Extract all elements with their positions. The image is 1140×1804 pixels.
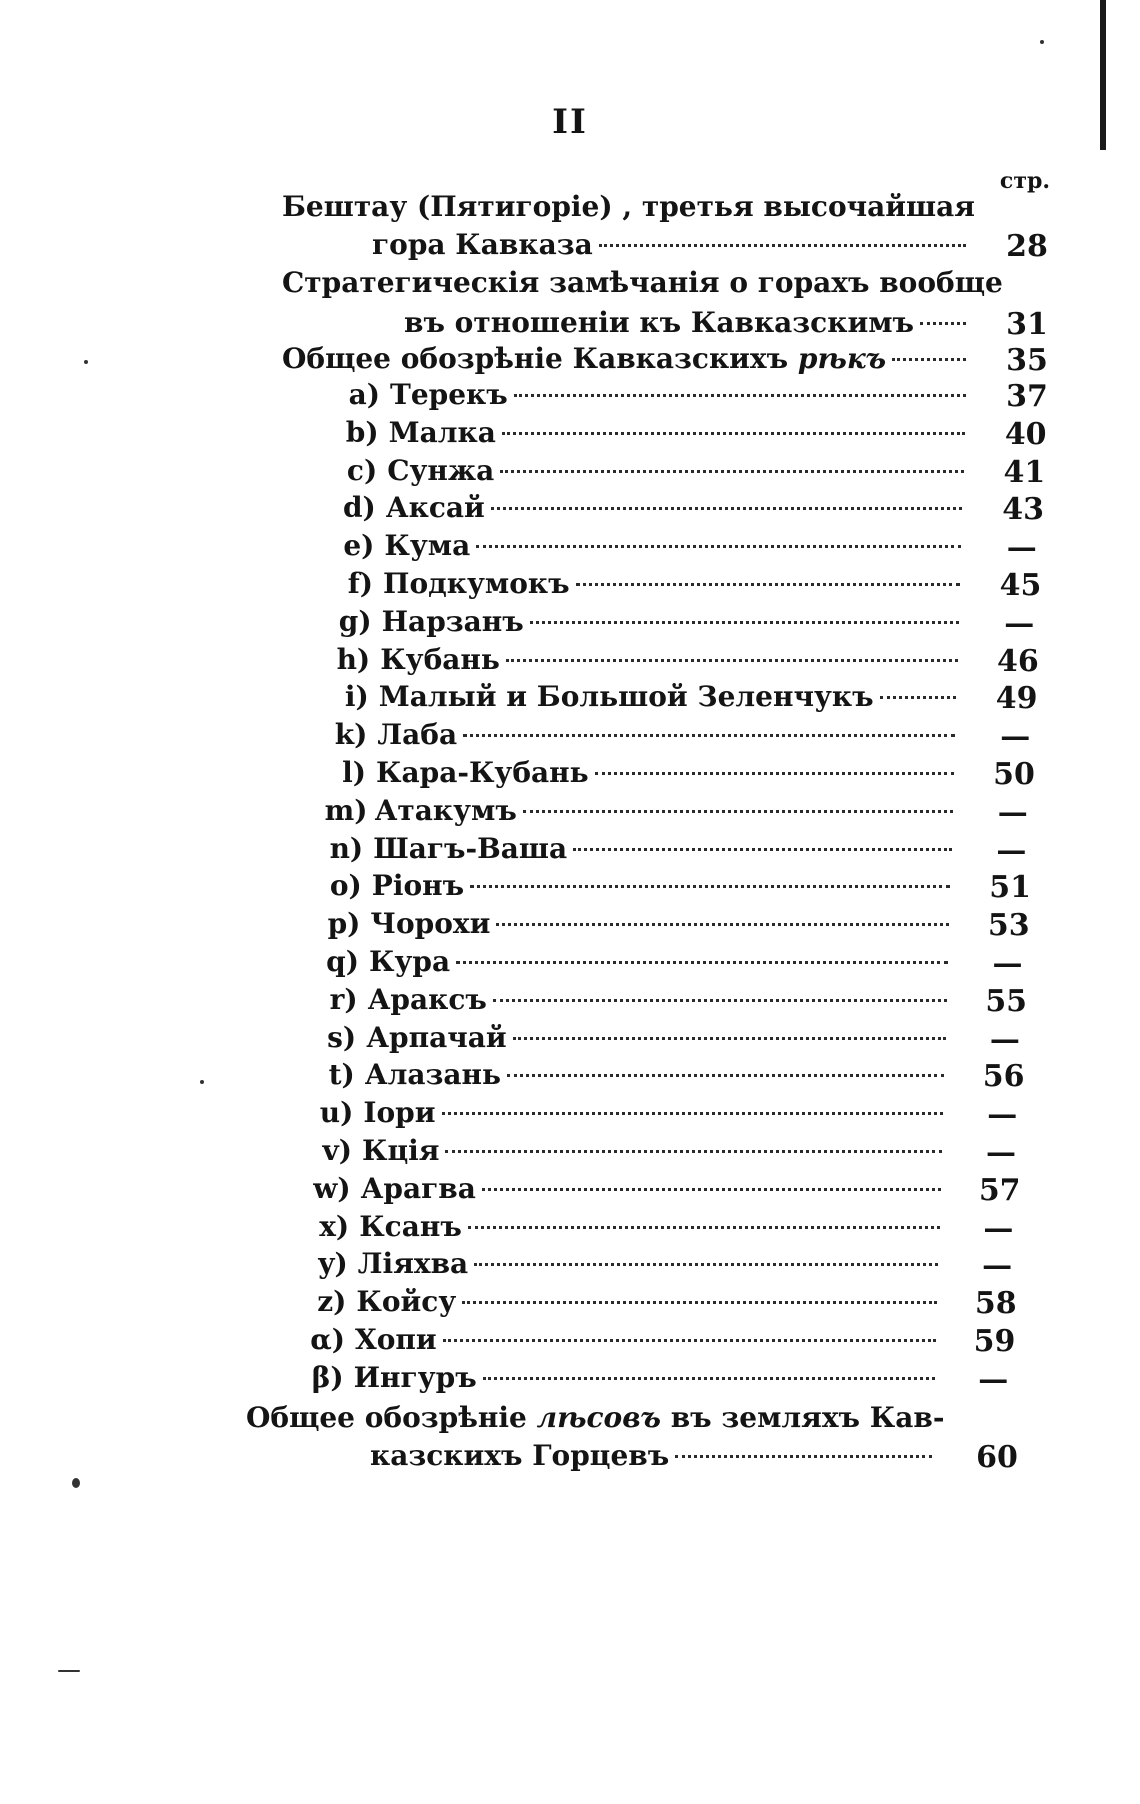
leader-dots — [468, 1226, 940, 1229]
river-name: Кура — [369, 945, 451, 978]
river-name: Кума — [384, 529, 471, 563]
river-name: Кара-Кубань — [376, 756, 589, 789]
page-column-label: стр. — [999, 168, 1050, 194]
river-letter: h) — [336, 642, 371, 676]
river-letter: w) — [313, 1171, 351, 1205]
river-letter: z) — [317, 1285, 347, 1319]
toc-page-number: 28 — [1006, 229, 1048, 264]
toc-page-number: 53 — [987, 908, 1030, 944]
river-name: Койсу — [356, 1285, 457, 1319]
toc-page-number: — — [992, 946, 1023, 981]
river-name: Араксъ — [367, 982, 487, 1016]
leader-dots — [514, 394, 966, 397]
leader-dots — [599, 244, 966, 247]
river-letter: r) — [329, 982, 358, 1016]
river-letter: b) — [345, 415, 379, 449]
toc-river-entry — [332, 603, 965, 641]
leader-dots — [463, 734, 955, 737]
river-letter: f) — [347, 567, 373, 600]
river-name: Атакумъ — [374, 793, 517, 827]
toc-page-number: 55 — [985, 983, 1028, 1019]
leader-dots — [675, 1455, 932, 1458]
river-name: Арагва — [360, 1171, 476, 1205]
leader-dots — [443, 1339, 936, 1342]
toc-page-number: — — [978, 1361, 1009, 1397]
toc-page-number: 35 — [1006, 343, 1048, 378]
leader-dots — [880, 696, 957, 699]
toc-river-entry — [309, 1208, 945, 1246]
river-letter: q) — [326, 945, 359, 978]
toc-page-number: — — [983, 1210, 1014, 1246]
toc-river-entry — [327, 716, 961, 754]
river-name: Сунжа — [387, 453, 495, 487]
toc-entry-title: гора Кавказа — [372, 228, 593, 261]
leader-dots — [502, 432, 965, 435]
toc-river-entry — [330, 641, 963, 679]
river-letter: m) — [324, 793, 368, 827]
river-letter: i) — [344, 680, 369, 714]
river-name: Кція — [362, 1134, 440, 1167]
toc-page-number: — — [989, 1021, 1020, 1057]
toc-page-number: 50 — [993, 757, 1035, 792]
toc-river-entry — [334, 527, 967, 565]
toc-page-number: 41 — [1003, 454, 1046, 490]
toc-river-entry — [322, 867, 957, 905]
river-letter: d) — [342, 491, 376, 525]
toc-entry-title-text: Общее обозрѣніе — [246, 1400, 537, 1434]
page-number: II — [552, 102, 588, 142]
toc-river-entry — [336, 489, 969, 527]
toc-entry-rivers-overview — [282, 340, 972, 378]
leader-dots — [483, 1377, 935, 1380]
toc-entry-title: казскихъ Горцевъ — [370, 1438, 670, 1472]
toc-river-entry — [304, 1359, 941, 1397]
river-name: Лаба — [377, 718, 458, 752]
leader-dots — [506, 659, 958, 662]
river-letter: u) — [319, 1096, 354, 1130]
toc-page-number: 58 — [974, 1286, 1017, 1322]
river-name: Ліяхва — [357, 1247, 469, 1281]
toc-river-entry — [305, 1321, 942, 1359]
leader-dots — [513, 1037, 946, 1040]
scan-speck — [58, 1670, 80, 1672]
leader-dots — [482, 1188, 941, 1191]
toc-river-entry — [325, 792, 959, 830]
leader-dots — [474, 1263, 938, 1266]
toc-river-entry — [329, 678, 963, 716]
river-letter: c) — [346, 453, 378, 487]
toc-page-number: 31 — [1006, 307, 1048, 342]
river-letter: o) — [329, 869, 362, 903]
river-letter: g) — [338, 604, 372, 638]
river-name: Нарзанъ — [381, 604, 524, 638]
toc-page-number: 57 — [978, 1172, 1021, 1208]
river-name: Аксай — [385, 491, 485, 525]
toc-river-entry — [319, 943, 954, 981]
river-letter: y) — [318, 1247, 348, 1281]
toc-river-entry — [340, 376, 972, 414]
toc-river-entry — [326, 754, 960, 792]
leader-dots — [456, 961, 948, 964]
river-name: Терекъ — [390, 378, 508, 411]
scan-speck — [1040, 40, 1044, 44]
toc-river-entry — [316, 1019, 951, 1057]
river-letter: n) — [329, 831, 364, 865]
toc-river-entry — [308, 1245, 945, 1283]
river-name: Іори — [363, 1096, 436, 1130]
leader-dots — [595, 772, 954, 775]
toc-entry-title-text: въ земляхъ Кав- — [660, 1400, 945, 1434]
toc-river-entry — [313, 1094, 949, 1132]
toc-river-entry — [323, 830, 957, 868]
leader-dots — [445, 1150, 942, 1153]
leader-dots — [507, 1074, 944, 1077]
leader-dots — [476, 545, 961, 548]
toc-page-number: 43 — [1002, 492, 1044, 528]
leader-dots — [462, 1301, 937, 1304]
toc-page-number: 45 — [999, 568, 1042, 603]
leader-dots — [573, 848, 951, 851]
leader-dots — [920, 322, 966, 325]
toc-page-number: — — [1000, 719, 1031, 755]
toc-entry-beshtau-line2 — [372, 226, 972, 264]
toc-page-number: — — [1004, 605, 1035, 641]
scan-speck — [72, 1478, 80, 1488]
river-name: Алазань — [364, 1058, 501, 1092]
toc-entry-title-emphasis: рѣкъ — [797, 342, 887, 375]
toc-entry-title-text: Общее обозрѣніе Кавказскихъ — [282, 342, 798, 375]
leader-dots — [442, 1112, 944, 1115]
river-name: Арпачай — [366, 1020, 507, 1054]
toc-page-number: — — [996, 832, 1027, 868]
scan-speck — [200, 1080, 204, 1084]
river-letter: v) — [322, 1134, 352, 1167]
river-letter: l) — [342, 756, 366, 789]
toc-entry-beshtau-line1: Бештау (Пятигоріе) , третья высочайшая — [282, 190, 975, 223]
river-letter: s) — [327, 1020, 357, 1054]
toc-river-entry — [306, 1283, 943, 1321]
river-name: Чорохи — [370, 907, 491, 941]
leader-dots — [892, 358, 966, 361]
river-letter: a) — [348, 378, 380, 411]
toc-page-number: 51 — [989, 870, 1031, 906]
toc-page-number: 59 — [973, 1324, 1016, 1359]
river-letter: e) — [343, 529, 375, 563]
river-letter: α) — [310, 1323, 345, 1356]
toc-river-entry — [320, 905, 955, 943]
toc-river-entry — [337, 452, 969, 490]
river-name: Подкумокъ — [383, 567, 570, 600]
river-name: Ріонъ — [371, 869, 465, 903]
river-letter: β) — [311, 1360, 344, 1394]
leader-dots — [500, 470, 963, 473]
toc-page-number: 40 — [1004, 416, 1047, 452]
river-name: Ингуръ — [353, 1360, 477, 1394]
toc-entry-title-emphasis: лѣсовъ — [536, 1400, 661, 1434]
toc-page-number: 46 — [997, 643, 1039, 679]
leader-dots — [496, 923, 949, 926]
toc-river-entry — [318, 981, 953, 1019]
river-letter: t) — [328, 1058, 355, 1092]
toc-entry-title — [282, 340, 886, 378]
leader-dots — [493, 999, 947, 1002]
toc-river-entry — [315, 1056, 951, 1094]
toc-entry-title: въ отношеніи къ Кавказскимъ — [404, 306, 915, 339]
river-letter: k) — [334, 718, 368, 752]
leader-dots — [576, 583, 960, 586]
toc-page-number: — — [982, 1248, 1013, 1284]
river-letter: x) — [319, 1209, 350, 1243]
toc-page-number: — — [986, 1135, 1016, 1170]
toc-page-number: — — [1006, 530, 1037, 566]
river-letter: p) — [327, 907, 361, 941]
river-name: Шагъ-Ваша — [373, 831, 568, 865]
toc-page-number: — — [987, 1097, 1018, 1133]
toc-entry-forests-line2 — [370, 1437, 938, 1475]
river-name: Хопи — [355, 1323, 437, 1356]
toc-page-number: 56 — [982, 1059, 1025, 1095]
toc-river-entry — [333, 565, 966, 603]
toc-page-number: 37 — [1006, 379, 1048, 414]
leader-dots — [470, 885, 950, 888]
river-name: Малка — [388, 415, 496, 449]
river-name: Кубань — [380, 642, 500, 676]
leader-dots — [523, 810, 953, 813]
toc-entry-strategic-line1: Стратегическія замѣчанія о горахъ вообще — [282, 266, 1003, 299]
leader-dots — [530, 621, 959, 624]
toc-page-number: — — [997, 794, 1028, 830]
toc-river-entry — [311, 1170, 947, 1208]
toc-entry-forests-line1 — [246, 1399, 944, 1437]
river-name: Ксанъ — [359, 1209, 462, 1243]
toc-river-entry — [312, 1132, 948, 1170]
toc-page-number: 60 — [976, 1439, 1018, 1475]
leader-dots — [491, 507, 963, 510]
toc-page-number: 49 — [995, 681, 1038, 717]
toc-entry-strategic-line2 — [404, 304, 972, 342]
river-name: Малый и Большой Зеленчукъ — [378, 680, 874, 714]
scan-speck — [84, 360, 88, 364]
toc-river-entry — [339, 414, 971, 452]
